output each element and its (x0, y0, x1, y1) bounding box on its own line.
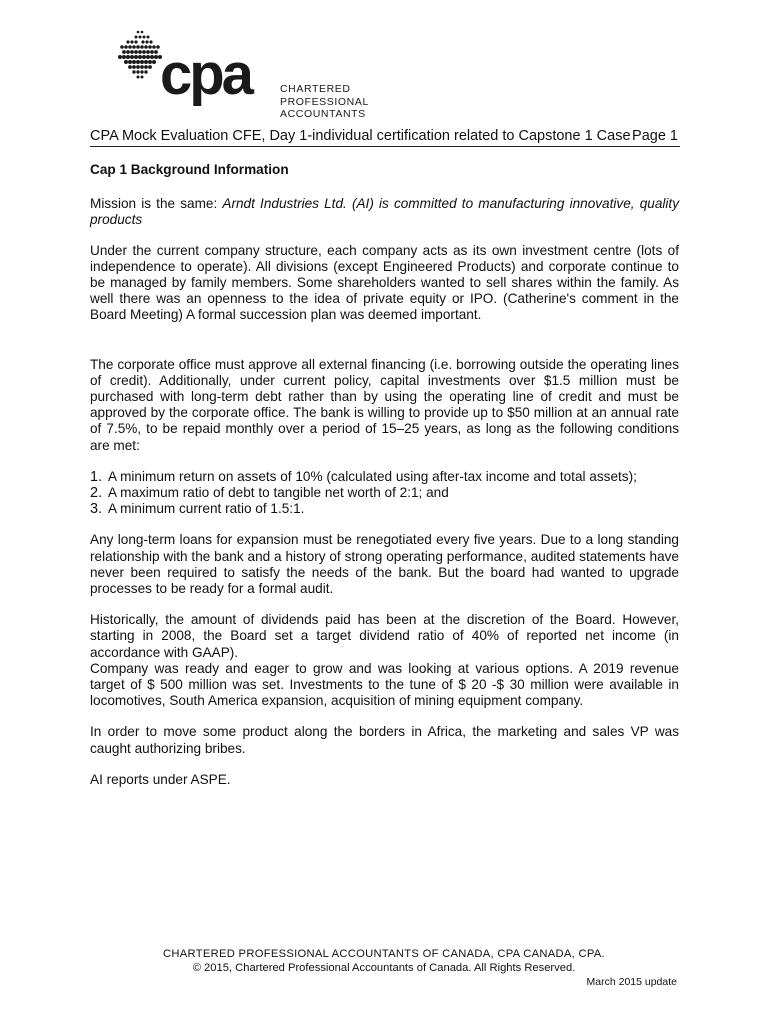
logo-dot (130, 55, 134, 59)
logo-dot (140, 60, 144, 64)
logo-dot (152, 60, 156, 64)
logo-dot (124, 60, 128, 64)
logo-dot (147, 36, 150, 39)
logo-dot (128, 60, 132, 64)
logo-dot (122, 55, 126, 59)
logo-dot (148, 60, 152, 64)
logo-dot (138, 50, 142, 54)
logo-dot (143, 36, 146, 39)
logo-dot (124, 45, 128, 49)
footer-update-note: March 2015 update (586, 976, 677, 988)
list-text: A minimum current ratio of 1.5:1. (108, 501, 305, 517)
maple-leaf-dots-icon (116, 28, 164, 84)
logo-dot (146, 50, 150, 54)
mission-statement: Arndt Industries Ltd. (AI) is committed to manufacturing innovative, quality products (90, 196, 679, 228)
logo-dot (132, 60, 136, 64)
logo-dot (134, 40, 137, 43)
logo-dot (139, 36, 142, 39)
list-number: 3. (90, 501, 103, 518)
logo-dot (132, 65, 136, 69)
logo-dot (128, 45, 132, 49)
logo-dot (137, 76, 140, 79)
logo-dot (142, 55, 146, 59)
logo-dot (137, 31, 140, 34)
logo-dot (144, 60, 148, 64)
logo-subtitle-line: ACCOUNTANTS (280, 108, 366, 120)
logo-dot (138, 55, 142, 59)
logo-dot (134, 50, 138, 54)
logo-dot (126, 40, 129, 43)
mission-paragraph (90, 196, 679, 228)
logo-dot (152, 45, 156, 49)
logo-dot (144, 65, 148, 69)
logo-dot (141, 40, 144, 43)
logo-dot (122, 50, 126, 54)
logo-dot (145, 40, 148, 43)
logo-dot (132, 45, 136, 49)
document-title: CPA Mock Evaluation CFE, Day 1-individual certification related to Capstone 1 Case (90, 128, 631, 144)
list-text: A minimum return on assets of 10% (calculated using after-tax income and total assets); (108, 468, 637, 484)
logo-dot (154, 50, 158, 54)
logo-dot (136, 65, 140, 69)
dividends-paragraph: Historically, the amount of dividends paid has been at the discretion of the Board. However, starting in 2008, the Board set a target dividend ratio of 40% of reported net income (in accordance with GAAP). (90, 612, 679, 660)
mission-lead: Mission is the same: (90, 196, 223, 212)
logo-dot (148, 45, 152, 49)
running-header (90, 126, 680, 147)
logo-dot (130, 40, 133, 43)
logo-dot (140, 45, 144, 49)
logo-dot (118, 55, 122, 59)
logo-dot (134, 55, 138, 59)
logo-dot (146, 55, 150, 59)
logo-subtitle (280, 83, 369, 121)
logo-dot (136, 70, 139, 73)
list-item (90, 469, 679, 485)
page-footer (0, 948, 768, 975)
page-number: Page 1 (632, 128, 678, 144)
logo-dot (126, 50, 130, 54)
logo-dot (120, 45, 124, 49)
logo-dot (132, 70, 135, 73)
logo-dot (128, 65, 132, 69)
growth-paragraph: Company was ready and eager to grow and was looking at various options. A 2019 revenue target of $ 500 million was set. Investments to the tune of $ 20 -$ 30 million were available in locomotives, South America expansion, acquisition of mining equipment company. (90, 660, 679, 709)
list-number: 2. (90, 485, 103, 502)
logo-dot (144, 45, 148, 49)
logo-dot (144, 70, 147, 73)
logo-dot (136, 45, 140, 49)
logo-dot (149, 40, 152, 43)
logo-dot (140, 70, 143, 73)
logo-dot (141, 76, 144, 79)
logo-dot (142, 50, 146, 54)
logo-dot (130, 50, 134, 54)
bribes-paragraph: In order to move some product along the borders in Africa, the marketing and sales VP was caught authorizing bribes. (90, 724, 679, 756)
logo-dot (141, 31, 144, 34)
document-body (90, 162, 679, 788)
conditions-list (90, 469, 679, 518)
logo-subtitle-line: CHARTERED (280, 83, 351, 95)
list-item (90, 501, 679, 517)
logo-dot (135, 36, 138, 39)
loans-paragraph: Any long-term loans for expansion must be renegotiated every five years. Due to a long standing relationship with the bank and a history of strong operating performance, audited statements have never been required to satisfy the needs of the bank. But the board had wanted to upgrade processes to be ready for a formal audit. (90, 532, 679, 597)
logo-dot (126, 55, 130, 59)
logo-subtitle-line: PROFESSIONAL (280, 95, 369, 108)
financing-paragraph: The corporate office must approve all external financing (i.e. borrowing outside the operating lines of credit). Additionally, under current policy, capital investments over $1.5 million must be purchased with long-term debt rather than by using the operating line of credit and must be approved by the corporate office. The bank is willing to provide up to $50 million at an annual rate of 7.5%, to be repaid monthly over a period of 15–25 years, as long as the following conditions are met: (90, 356, 679, 453)
logo-dot (140, 65, 144, 69)
section-heading: Cap 1 Background Information (90, 162, 289, 177)
aspe-paragraph: AI reports under ASPE. (90, 771, 231, 787)
footer-copyright: © 2015, Chartered Professional Accountants of Canada. All Rights Reserved. (192, 961, 576, 974)
logo-dot (148, 65, 152, 69)
logo-dot (154, 55, 158, 59)
logo-dot (136, 60, 140, 64)
structure-paragraph: Under the current company structure, each company acts as its own investment centre (lots of independence to operate). All divisions (except Engineered Products) and corporate continue to be managed by family members. Some shareholders wanted to sell shares within the family. As well there was an openness to the idea of private equity or IPO. (Catherine's comment in the Board Meeting) A formal succession plan was deemed important. (90, 242, 679, 323)
list-text: A maximum ratio of debt to tangible net worth of 2:1; and (108, 485, 449, 501)
logo-dot (150, 55, 154, 59)
logo-wordmark: cpa (160, 42, 251, 107)
logo-dot (150, 50, 154, 54)
footer-organization: CHARTERED PROFESSIONAL ACCOUNTANTS OF CANADA, CPA CANADA, CPA. (163, 948, 605, 960)
cpa-logo (116, 28, 369, 120)
list-item (90, 485, 679, 501)
list-number: 1. (90, 468, 103, 485)
